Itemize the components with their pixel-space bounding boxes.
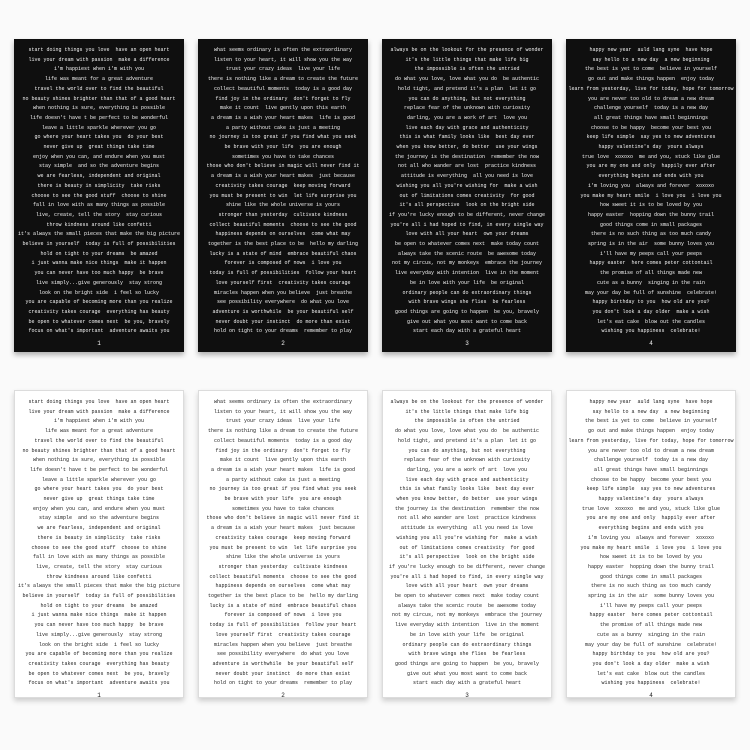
quote-line: be in love with your life be original <box>409 279 525 286</box>
quote-line: focus on what's important adventure awaits you <box>28 328 170 335</box>
quote-line: choose to be happy become your best you <box>590 476 712 483</box>
quote-line: fall in love with as many things as possible <box>32 202 166 209</box>
quote-line: travel the world over to find the beautiful <box>34 85 164 92</box>
quote-line: never doubt your instinct do more than exist <box>215 318 351 325</box>
quote-line: wishing you happiness celebrate! <box>601 680 701 687</box>
quote-line: i'm happiest when i'm with you <box>53 66 144 73</box>
quote-line: listen to your heart, it will show you the way <box>213 408 353 415</box>
quote-line: enjoy when you can, and endure when you must <box>32 505 166 512</box>
quote-line: leave a little sparkle wherever you go <box>41 476 157 483</box>
quote-line: let's eat cake blow out the candles <box>596 318 706 325</box>
quote-line: sometimes you have to take chances <box>231 505 335 512</box>
quote-line: when you know better, do better use your wings <box>396 144 538 151</box>
quote-line: it's the little things that make life big <box>405 56 529 63</box>
quote-line: go where your heart takes you do your best <box>34 486 164 493</box>
quote-line: everything begins and ends with you <box>598 173 704 180</box>
quote-line: lucky is a state of mind embrace beautiful chaos <box>209 250 357 257</box>
quote-line: we are fearless, independent and original <box>37 525 161 532</box>
quote-line: when you know better, do better use your wings <box>396 496 538 503</box>
quote-line: all great things have small beginnings <box>593 466 709 473</box>
quote-line: challenge yourself today is a new day <box>593 457 709 464</box>
quote-line: hold on tight to your dreams be amazed <box>40 250 158 257</box>
quote-line: there is beauty in simplicity take risks <box>37 182 161 189</box>
quote-line: the best is yet to come believe in yourself <box>584 66 718 73</box>
sheet-dark-page-2 <box>198 39 368 352</box>
quote-line: make it count live gently upon this earth <box>219 457 347 464</box>
quote-line: a party without cake is just a meeting <box>225 124 341 131</box>
quote-line: shine like the whole universe is yours <box>225 202 341 209</box>
quote-line: find joy in the ordinary don't forget to fly <box>215 95 351 102</box>
quote-line: be open to whatever comes next be you, bravely <box>28 670 170 677</box>
quote-line: wishing you happiness celebrate! <box>601 328 701 335</box>
quote-line: happy easter hopping down the bunny trail <box>587 211 715 218</box>
quote-line: adventure is worthwhile be your beautiful self <box>212 660 354 667</box>
quote-line: those who don't believe in magic will never find it <box>206 515 360 522</box>
quote-line: together is the best place to be hello my darling <box>207 241 359 248</box>
quote-line: be open to whatever comes next make today count <box>394 593 540 600</box>
quote-line: love yourself first creativity takes courage <box>215 631 351 638</box>
quote-line: you make my heart smile i love you i love you <box>580 192 722 199</box>
quote-line: enjoy when you can, and endure when you must <box>32 153 166 160</box>
quote-line: stay simple and so the adventure begins <box>38 515 160 522</box>
quote-line: spring is in the air some bunny loves you <box>587 241 715 248</box>
quote-line: happy birthday to you how old are you? <box>592 651 710 658</box>
quote-line: be open to whatever comes next be you, bravely <box>28 318 170 325</box>
quote-line: go where your heart takes you do your best <box>34 134 164 141</box>
quote-line: the impossible is often the untried <box>414 418 520 425</box>
quote-line: we are fearless, independent and original <box>37 173 161 180</box>
quote-line: there is beauty in simplicity take risks <box>37 534 161 541</box>
quote-line: love with all your heart own your dreams <box>405 231 529 238</box>
quote-line: out of limitations comes creativity for good <box>399 192 535 199</box>
quote-line: i'm happiest when i'm with you <box>53 418 144 425</box>
quote-line: this is what family looks like best day ever <box>399 486 535 493</box>
quote-line: together is the best place to be hello my darling <box>207 593 359 600</box>
quote-line: the best is yet to come believe in yourself <box>584 418 718 425</box>
quote-line: attitude is everything all you need is love <box>400 525 534 532</box>
quote-line: find joy in the ordinary don't forget to fly <box>215 447 351 454</box>
quote-line: creativity takes courage keep moving forward <box>215 534 351 541</box>
quote-line: there is no such thing as too much candy <box>590 583 712 590</box>
quote-line: the journey is the destination remember the now <box>394 153 540 160</box>
quote-line: hold tight, and pretend it's a plan let it go <box>397 85 537 92</box>
quote-line: always take the scenic route be awesome today <box>397 250 537 257</box>
quote-line: you are my one and only happily ever after <box>586 515 716 522</box>
quote-lines <box>15 398 183 689</box>
page-number: 1 <box>97 340 101 348</box>
quote-line: lucky is a state of mind embrace beautiful chaos <box>209 602 357 609</box>
quote-line: you can never have too much happy be brave <box>34 622 164 629</box>
quote-line: travel the world over to find the beautiful <box>34 437 164 444</box>
quote-line: shine like the whole universe is yours <box>225 554 341 561</box>
quote-line: start doing things you love have an open heart <box>28 399 170 405</box>
quote-line: life doesn't have t be perfect to be wonderful <box>29 114 169 121</box>
quote-line: when nothing is sure, everything is possible <box>32 105 166 112</box>
quote-lines <box>14 46 184 337</box>
quote-line: what seems ordinary is often the extraordinary <box>213 47 353 53</box>
quote-line: no beauty shines brighter than that of a good heart <box>22 447 176 454</box>
quote-line: a dream is a wish your heart makes life is good <box>210 114 356 121</box>
quote-line: you're all i had hoped to find, in every single way <box>390 221 544 228</box>
quote-line: all great things have small beginnings <box>593 114 709 121</box>
light-sheets-row <box>0 352 750 698</box>
quote-line: happiness depends on ourselves come what may <box>215 231 351 238</box>
quote-line: you must be present to win let life surprise you <box>209 544 357 551</box>
quote-line: you are my one and only happily ever after <box>586 163 716 170</box>
quote-line: it's all perspective look on the bright side <box>399 202 535 209</box>
quote-line: how sweet it is to be loved by you <box>599 554 703 561</box>
quote-line: not all who wander are lost practice kindness <box>397 515 537 522</box>
quote-line: live each day with grace and authenticity <box>405 124 529 131</box>
quote-line: darling, you are a work of art love you <box>406 114 528 121</box>
quote-line: i'm loving you always and forever xoxoxo <box>587 182 715 189</box>
quote-line: you are capable of becoming more than you realize <box>25 651 173 658</box>
quote-lines <box>566 46 736 337</box>
quote-line: what seems ordinary is often the extraordinary <box>213 399 353 405</box>
quote-line: say hello to a new day a new beginning <box>592 408 710 415</box>
quote-line: there is nothing like a dream to create the future <box>207 76 359 83</box>
quote-line: listen to your heart, it will show you the way <box>213 56 353 63</box>
quote-line: everything begins and ends with you <box>598 525 704 532</box>
quote-line: forever is composed of nows i love you <box>224 612 342 619</box>
quote-line: collect beautiful moments today is a good day <box>213 437 353 444</box>
quote-line: see possibility everywhere do what you love <box>216 651 350 658</box>
quote-line: start each day with a grateful heart <box>412 680 522 687</box>
quote-line: you don't look a day older make a wish <box>592 308 710 315</box>
quote-line: look on the bright side i feel so lucky <box>38 289 160 296</box>
quote-line: happiness depends on ourselves come what may <box>215 583 351 590</box>
quote-line: a dream is a wish your heart makes life is good <box>210 466 356 473</box>
quote-line: good things come in small packages <box>599 221 703 228</box>
quote-line: if you're lucky enough to be different, never change <box>388 211 546 218</box>
quote-line: happy easter here comes peter cottontail <box>589 260 713 267</box>
quote-line: miracles happen when you believe just breathe <box>213 289 353 296</box>
quote-line: believe in yourself today is full of possibilities <box>22 593 176 600</box>
quote-line: start doing things you love have an open heart <box>28 47 170 53</box>
quote-line: stronger than yesterday cultivate kindness <box>218 211 348 218</box>
quote-line: keep life simple say yes to new adventures <box>586 134 716 141</box>
quote-line: with brave wings she flies be fearless <box>408 651 526 658</box>
quote-line: life was meant for a great adventure <box>44 428 154 435</box>
quote-line: life doesn't have t be perfect to be wonderful <box>29 466 169 473</box>
page-number: 1 <box>97 692 101 700</box>
quote-line: sometimes you have to take chances <box>231 153 335 160</box>
quote-line: creativity takes courage keep moving forward <box>215 182 351 189</box>
quote-line: you can do anything, but not everything <box>408 447 526 454</box>
quote-lines <box>198 46 368 337</box>
quote-line: forever is composed of nows i love you <box>224 260 342 267</box>
quote-line: i'll have my peeps call your peeps <box>599 250 703 257</box>
quote-line: stronger than yesterday cultivate kindness <box>218 563 348 570</box>
quote-line: how sweet it is to be loved by you <box>599 202 703 209</box>
quote-line: a dream is a wish your heart makes just because <box>210 173 356 180</box>
quote-line: give out what you most want to come back <box>406 670 528 677</box>
quote-lines <box>567 398 735 689</box>
quote-line: miracles happen when you believe just breathe <box>213 641 353 648</box>
quote-line: life was meant for a great adventure <box>44 76 154 83</box>
quote-line: not my circus, not my monkeys embrace the journey <box>391 260 543 267</box>
quote-line: see possibility everywhere do what you love <box>216 299 350 306</box>
quote-line: make it count live gently upon this earth <box>219 105 347 112</box>
quote-lines <box>383 398 551 689</box>
quote-line: stay simple and so the adventure begins <box>38 163 160 170</box>
quote-line: hold tight, and pretend it's a plan let it go <box>397 437 537 444</box>
quote-line: happy birthday to you how old are you? <box>592 299 710 306</box>
quote-line: today is full of possibilities follow your heart <box>209 270 357 277</box>
quote-line: collect beautiful moments choose to see the good <box>209 221 357 228</box>
quote-line: there is no such thing as too much candy <box>590 231 712 238</box>
quote-line: wishing you all you're wishing for make a wish <box>396 182 538 189</box>
quote-line: always be on the lookout for the presence of wonder <box>390 399 544 405</box>
quote-line: ordinary people can do extraordinary things <box>402 289 532 296</box>
quote-line: creativity takes courage everything has beauty <box>28 660 170 667</box>
quote-lines <box>199 398 367 689</box>
quote-line: the promise of all things made new <box>599 270 703 277</box>
quote-line: choose to be happy become your best you <box>590 124 712 131</box>
quote-line: love yourself first creativity takes courage <box>215 279 351 286</box>
quote-line: no journey is too great if you find what you seek <box>209 134 357 141</box>
quote-line: true love xoxoxo me and you, stuck like glue <box>581 505 721 512</box>
quote-line: happy new year auld lang syne have hope <box>589 399 713 405</box>
quote-line: i'm loving you always and forever xoxoxo <box>587 534 715 541</box>
quote-line: there is nothing like a dream to create the future <box>207 428 359 435</box>
quote-line: live everyday with intention live in the moment <box>394 622 540 629</box>
quote-line: darling, you are a work of art love you <box>406 466 528 473</box>
quote-line: live, create, tell the story stay curious <box>35 563 163 570</box>
quote-line: let's eat cake blow out the candles <box>596 670 706 677</box>
page-number: 2 <box>281 692 285 700</box>
quote-line: live your dream with passion make a difference <box>28 56 170 63</box>
quote-line: do what you love, love what you do be authentic <box>394 428 540 435</box>
quote-line: replace fear of the unknown with curiosity <box>403 457 531 464</box>
quote-line: cute as a bunny singing in the rain <box>596 279 706 286</box>
page-number: 4 <box>649 340 653 348</box>
quote-line: live simply...give generously stay strong <box>35 279 163 286</box>
quote-line: i'll have my peeps call your peeps <box>599 602 703 609</box>
quote-line: learn from yesterday, live for today, hope for tomorrow <box>568 85 734 92</box>
quote-line: good things come in small packages <box>599 573 703 580</box>
quote-line: it's all perspective look on the bright side <box>399 554 535 561</box>
page-number: 3 <box>465 340 469 348</box>
quote-line: challenge yourself today is a new day <box>593 105 709 112</box>
quote-line: attitude is everything all you need is love <box>400 173 534 180</box>
quote-line: trust your crazy ideas live your life <box>225 66 341 73</box>
quote-line: always be on the lookout for the presence of wonder <box>390 47 544 53</box>
quote-line: never doubt your instinct do more than exist <box>215 670 351 677</box>
quote-line: be brave with your life you are enough <box>224 144 342 151</box>
quote-line: never give up great things take time <box>43 496 155 503</box>
quote-line: spring is in the air some bunny loves you <box>587 593 715 600</box>
quote-line: you make my heart smile i love you i love you <box>580 544 722 551</box>
quote-line: always take the scenic route be awesome today <box>397 602 537 609</box>
quote-line: choose to see the good stuff choose to shine <box>31 544 167 551</box>
quote-line: the impossible is often the untried <box>414 66 520 73</box>
quote-line: you can do anything, but not everything <box>408 95 526 102</box>
quote-line: keep life simple say yes to new adventures <box>586 486 716 493</box>
sheet-light-page-1 <box>14 390 184 698</box>
quote-line: be brave with your life you are enough <box>224 496 342 503</box>
quote-line: look on the bright side i feel so lucky <box>38 641 160 648</box>
sheet-dark-page-1 <box>14 39 184 352</box>
quote-line: happy valentine's day yours always <box>598 144 704 151</box>
quote-line: when nothing is sure, everything is possible <box>32 457 166 464</box>
quote-line: you're all i had hoped to find, in every single way <box>390 573 544 580</box>
quote-line: you can never have too much happy be brave <box>34 270 164 277</box>
quote-line: start each day with a grateful heart <box>412 328 522 335</box>
quote-line: live your dream with passion make a difference <box>28 408 170 415</box>
quote-line: ordinary people can do extraordinary things <box>402 641 532 648</box>
quote-line: fall in love with as many things as possible <box>32 554 166 561</box>
sheet-dark-page-4 <box>566 39 736 352</box>
quote-line: happy valentine's day yours always <box>598 496 704 503</box>
quote-lines <box>382 46 552 337</box>
quote-line: happy easter here comes peter cottontail <box>589 612 713 619</box>
quote-line: focus on what's important adventure awaits you <box>28 680 170 687</box>
quote-line: hold on tight to your dreams remember to play <box>213 328 353 335</box>
quote-line: you are never too old to dream a new dream <box>587 447 715 454</box>
quote-line: it's always the small pieces that make the big picture <box>17 231 181 238</box>
quote-line: hold on tight to your dreams be amazed <box>40 602 158 609</box>
quote-line: be open to whatever comes next make today count <box>394 241 540 248</box>
quote-line: may your day be full of sunshine celebrate! <box>584 289 718 296</box>
quote-line: wishing you all you're wishing for make a wish <box>396 534 538 541</box>
quote-line: live everyday with intention live in the moment <box>394 270 540 277</box>
quote-line: not my circus, not my monkeys embrace the journey <box>391 612 543 619</box>
quote-line: out of limitations comes creativity for good <box>399 544 535 551</box>
quote-line: believe in yourself today is full of possibilities <box>22 241 176 248</box>
quote-line: adventure is worthwhile be your beautiful self <box>212 308 354 315</box>
quote-line: the journey is the destination remember the now <box>394 505 540 512</box>
quote-line: this is what family looks like best day ever <box>399 134 535 141</box>
quote-line: i just wanna make nice things make it happen <box>31 612 167 619</box>
sheet-light-page-2 <box>198 390 368 698</box>
quote-line: never give up great things take time <box>43 144 155 151</box>
quote-line: with brave wings she flies be fearless <box>408 299 526 306</box>
quote-line: you are capable of becoming more than you realize <box>25 299 173 306</box>
quote-line: you must be present to win let life surprise you <box>209 192 357 199</box>
quote-line: learn from yesterday, live for today, hope for tomorrow <box>568 437 734 444</box>
quote-line: creativity takes courage everything has beauty <box>28 308 170 315</box>
page-number: 4 <box>649 692 653 700</box>
quote-line: a party without cake is just a meeting <box>225 476 341 483</box>
quote-line: i just wanna make nice things make it happen <box>31 260 167 267</box>
quote-line: be in love with your life be original <box>409 631 525 638</box>
quote-line: those who don't believe in magic will never find it <box>206 163 360 170</box>
quote-line: the promise of all things made new <box>599 622 703 629</box>
quote-line: you are never too old to dream a new dream <box>587 95 715 102</box>
quote-line: you don't look a day older make a wish <box>592 660 710 667</box>
quote-line: do what you love, love what you do be authentic <box>394 76 540 83</box>
quote-line: today is full of possibilities follow your heart <box>209 622 357 629</box>
quote-line: good things are going to happen be you, bravely <box>394 660 540 667</box>
quote-line: hold on tight to your dreams remember to play <box>213 680 353 687</box>
quote-line: good things are going to happen be you, bravely <box>394 308 540 315</box>
quote-line: may your day be full of sunshine celebrate! <box>584 641 718 648</box>
quote-line: say hello to a new day a new beginning <box>592 56 710 63</box>
quote-line: live simply...give generously stay strong <box>35 631 163 638</box>
quote-line: collect beautiful moments choose to see the good <box>209 573 357 580</box>
quote-line: replace fear of the unknown with curiosity <box>403 105 531 112</box>
quote-line: if you're lucky enough to be different, never change <box>388 563 546 570</box>
quote-line: collect beautiful moments today is a good day <box>213 85 353 92</box>
page-number: 3 <box>465 692 469 700</box>
quote-line: cute as a bunny singing in the rain <box>596 631 706 638</box>
quote-line: it's the little things that make life big <box>405 408 529 415</box>
quote-line: live each day with grace and authenticity <box>405 476 529 483</box>
quote-line: it's always the small pieces that make the big picture <box>17 583 181 590</box>
quote-line: leave a little sparkle wherever you go <box>41 124 157 131</box>
quote-line: happy new year auld lang syne have hope <box>589 47 713 53</box>
quote-line: go out and make things happen enjoy today <box>587 76 715 83</box>
quote-line: a dream is a wish your heart makes just because <box>210 525 356 532</box>
quote-line: no journey is too great if you find what you seek <box>209 486 357 493</box>
sheet-light-page-4 <box>566 390 736 698</box>
quote-line: choose to see the good stuff choose to shine <box>31 192 167 199</box>
quote-line: throw kindness around like confetti <box>46 573 152 580</box>
quote-line: go out and make things happen enjoy today <box>587 428 715 435</box>
quote-line: love with all your heart own your dreams <box>405 583 529 590</box>
quote-line: throw kindness around like confetti <box>46 221 152 228</box>
quote-line: no beauty shines brighter than that of a good heart <box>22 95 176 102</box>
quote-line: trust your crazy ideas live your life <box>225 418 341 425</box>
quote-line: not all who wander are lost practice kindness <box>397 163 537 170</box>
sheet-light-page-3 <box>382 390 552 698</box>
quote-line: happy easter hopping down the bunny trail <box>587 563 715 570</box>
quote-line: live, create, tell the story stay curious <box>35 211 163 218</box>
quote-line: give out what you most want to come back <box>406 318 528 325</box>
dark-sheets-row <box>0 0 750 352</box>
sheet-dark-page-3 <box>382 39 552 352</box>
page-number: 2 <box>281 340 285 348</box>
quote-line: true love xoxoxo me and you, stuck like glue <box>581 153 721 160</box>
